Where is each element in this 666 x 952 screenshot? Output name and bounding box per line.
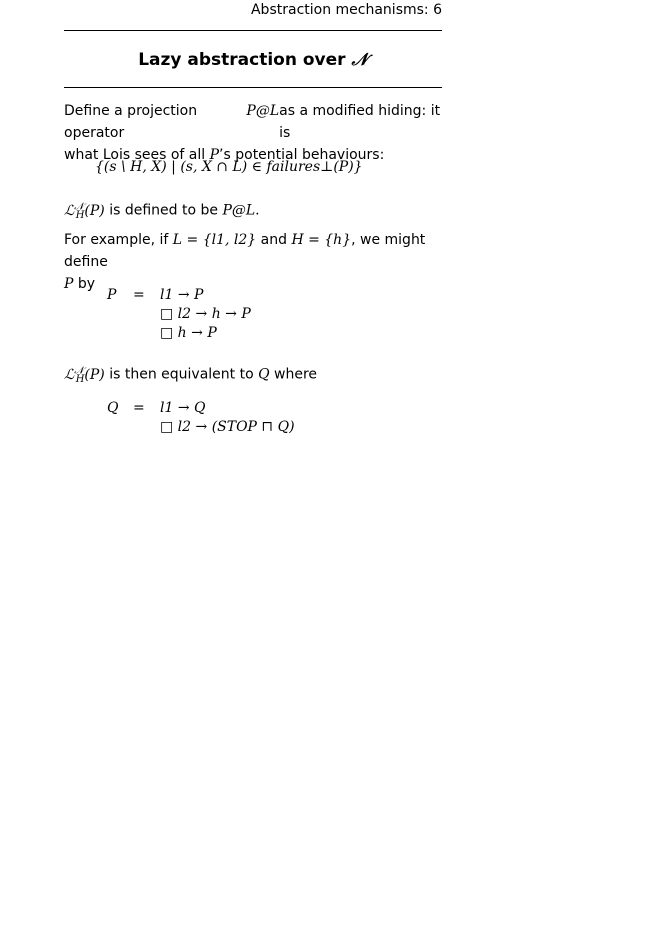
p1-math-b: P	[209, 147, 220, 163]
p1-math-a: P@L	[246, 103, 280, 119]
p4-text-b: where	[274, 366, 318, 383]
running-title: Abstraction mechanisms: 6	[250, 2, 442, 18]
equation-p-row2: □ l2 → h → P	[160, 306, 251, 322]
equation-p-eq: =	[133, 287, 145, 303]
p1-text-c: what Lois sees of all	[64, 147, 206, 163]
equation-q-row2: □ l2 → (STOP ⊓ Q)	[160, 419, 295, 435]
title-text: Lazy abstraction over	[138, 50, 346, 70]
title-symbol: 𝒩	[351, 50, 368, 70]
equation-q-lhs: Q	[107, 400, 119, 416]
p2-text: is defined to be	[109, 202, 218, 219]
p1-text-d: ’s potential behaviours:	[219, 147, 385, 163]
p3-text-b: and	[260, 232, 287, 248]
equation-p-row3: □ h → P	[160, 325, 217, 341]
p1-text-b: as a modified hiding: it is	[279, 103, 441, 141]
equation-q-row1: l1 → Q	[160, 400, 206, 416]
p3-text-a: For example, if	[64, 232, 169, 248]
p1-text-a: Define a projection operator	[64, 103, 198, 141]
lazy-operator: ℒ$^𝒩_H$(P)	[64, 201, 105, 222]
title-rule	[64, 87, 442, 88]
p3-text-c: , we might define	[64, 232, 426, 270]
display-formula-failures	[95, 157, 363, 178]
p4-text-a: is then equivalent to	[109, 366, 254, 383]
p3-math-a: L = {l1, l2}	[172, 232, 257, 248]
paragraph-equivalent	[64, 360, 442, 391]
p3-text-d: by	[77, 276, 96, 292]
equation-p-lhs: P	[107, 287, 117, 303]
p2-math: P@L.	[222, 202, 260, 219]
paragraph-example	[64, 229, 442, 295]
top-rule	[64, 30, 442, 31]
p4-math: Q	[258, 366, 270, 383]
lazy-operator-2: ℒ$^𝒩_H$(P)	[64, 365, 105, 386]
p3-math-c: P	[64, 276, 74, 292]
p3-math-b: H = {h}	[291, 232, 352, 248]
paragraph-lazy-definition	[64, 196, 442, 227]
equation-p-row1: l1 → P	[160, 287, 204, 303]
equation-q-eq: =	[133, 400, 145, 416]
page-title	[64, 48, 442, 74]
failures-formula: {(s \ H, X) | (s, X ∩ L) ∈ failures⊥(P)}	[95, 159, 363, 175]
running-header	[64, 0, 442, 21]
